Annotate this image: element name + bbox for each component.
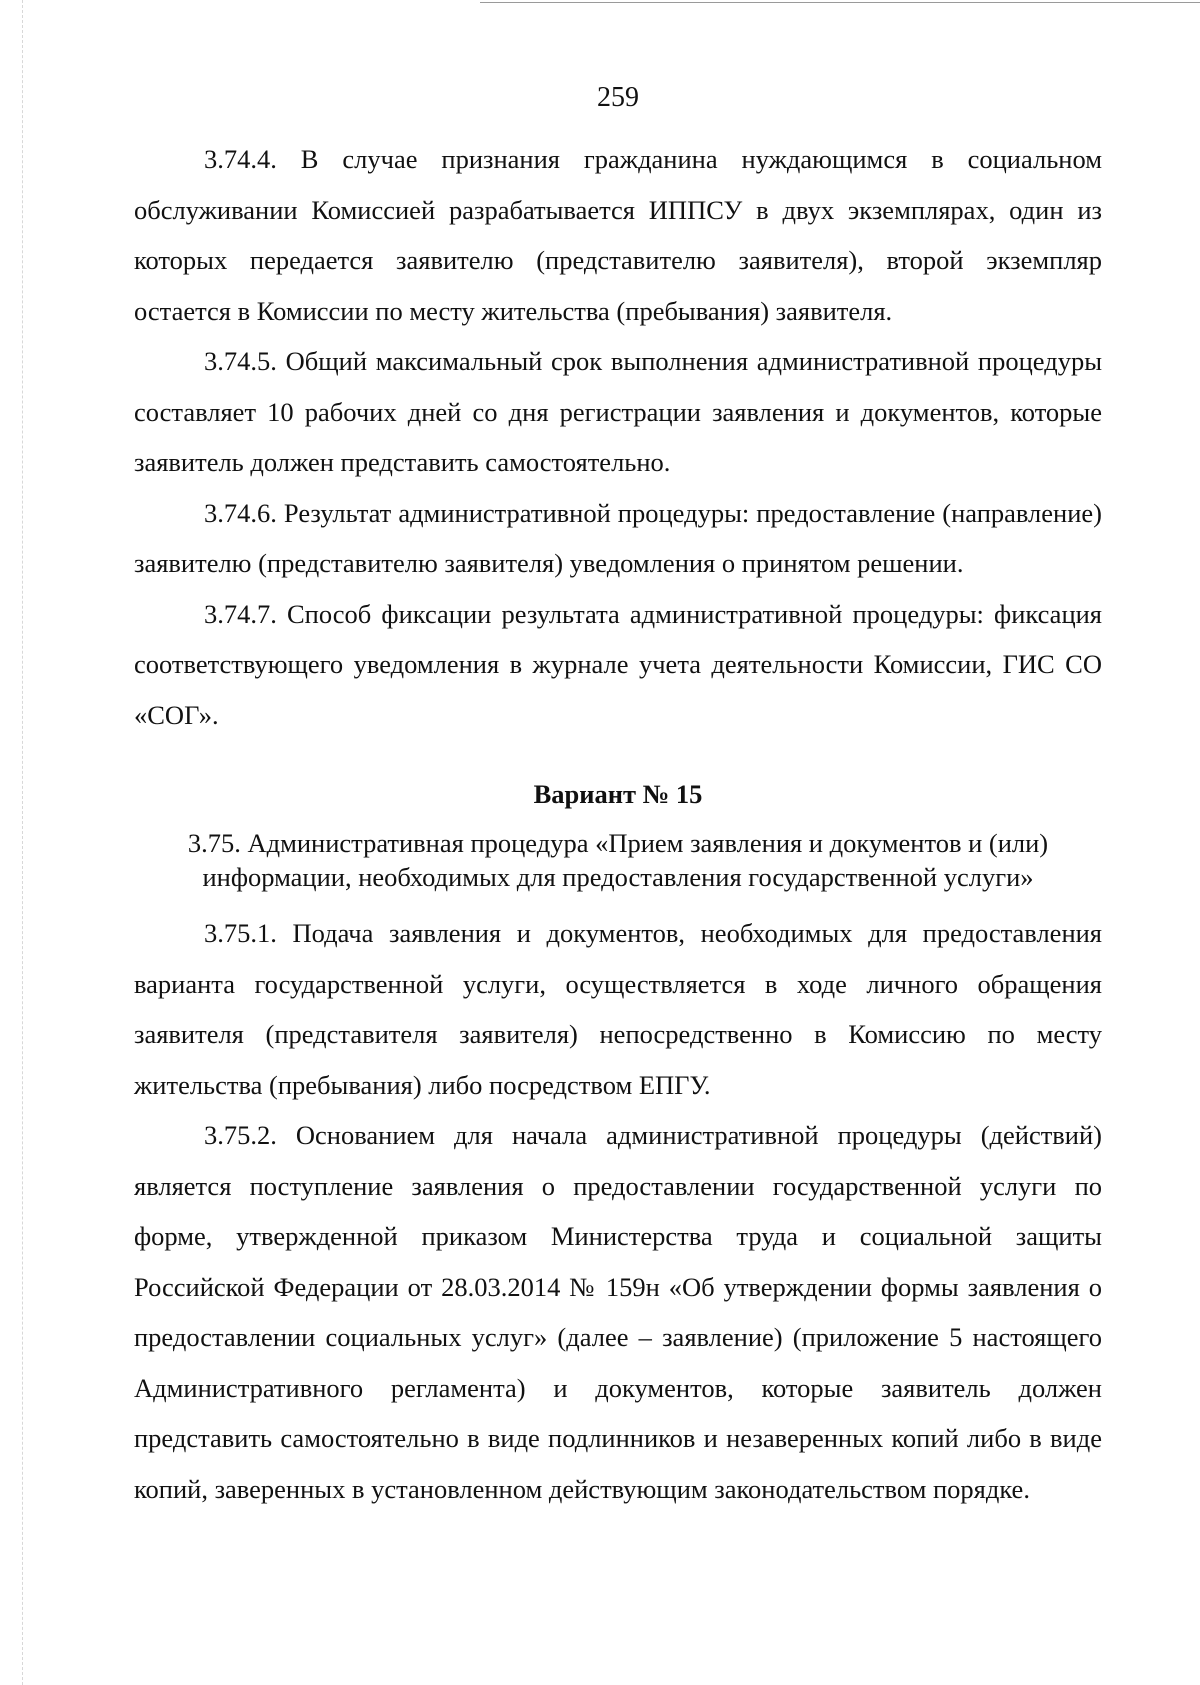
paragraph-3-74-6: 3.74.6. Результат административной процедуры: предоставление (направление) заявителю (представителю заявителя) уведомления о принятом решении. (134, 497, 1102, 578)
section-heading-3-75: 3.75. Административная процедура «Прием заявления и документов и (или) информации, необходимых для предоставления государственной услуги» (187, 828, 1049, 892)
paragraph-3-75-1: 3.75.1. Подача заявления и документов, необходимых для предоставления варианта государственной услуги, осуществляется в ходе личного обращения заявителя (представителя заявителя) непосредственно в Комиссию по месту жительства (пребывания) либо посредством ЕПГУ. (134, 918, 1102, 1100)
paragraph-3-75-2: 3.75.2. Основанием для начала административной процедуры (действий) является поступление заявления о предоставлении государственной услуги по форме, утвержденной приказом Министерства труда и социальной защиты Российской Федерации от 28.03.2014 № 159н «Об утверждении формы заявления о предоставлении социальных услуг» (далее – заявление) (приложение 5 настоящего Административного регламента) и документов, которые заявитель должен представить самостоятельно в виде подлинников и незаверенных копий либо в виде копий, заверенных в установленном действующим законодательством порядке. (134, 1120, 1102, 1504)
paragraph-3-74-4: 3.74.4. В случае признания гражданина нуждающимся в социальном обслуживании Комиссией разрабатывается ИППСУ в двух экземплярах, один из которых передается заявителю (представителю заявителя), второй экземпляр остается в Комиссии по месту жительства (пребывания) заявителя. (134, 144, 1102, 326)
variant-title: Вариант № 15 (533, 779, 703, 809)
scan-left-edge (22, 0, 23, 1685)
document-page (134, 78, 1102, 1514)
paragraph-3-74-5: 3.74.5. Общий максимальный срок выполнения административной процедуры составляет 10 рабочих дней со дня регистрации заявления и документов, которые заявитель должен представить самостоятельно. (134, 346, 1102, 477)
paragraph-3-74-7: 3.74.7. Способ фиксации результата административной процедуры: фиксация соответствующего уведомления в журнале учета деятельности Комиссии, ГИС СО «СОГ». (134, 598, 1102, 730)
page-number: 259 (597, 82, 639, 113)
scan-top-rule (480, 2, 1200, 3)
